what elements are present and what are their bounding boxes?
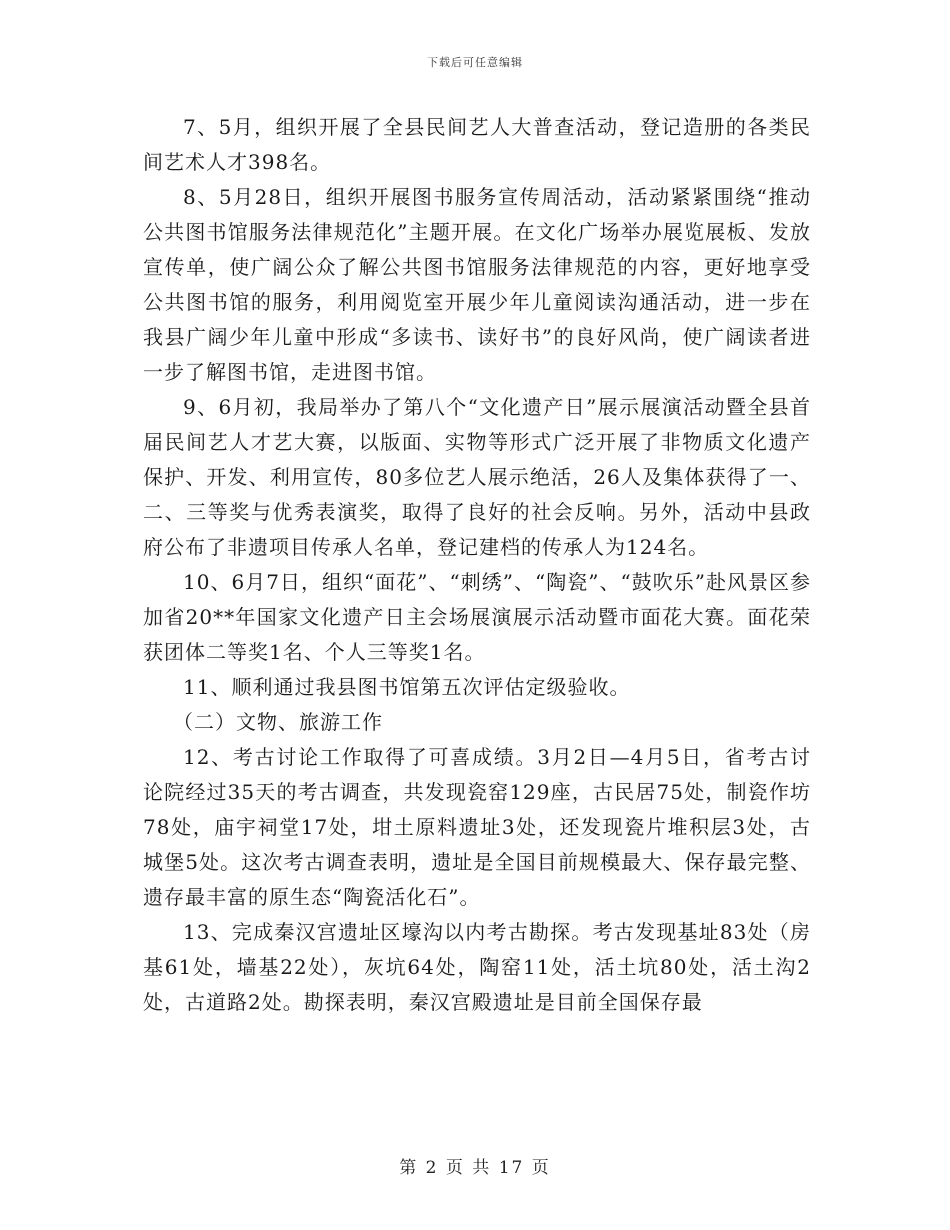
page-number: 第 2 页 共 17 页 — [399, 1158, 551, 1178]
paragraph-item-12: 12、考古讨论工作取得了可喜成绩。3月2日—4月5日，省考古讨论院经过35天的考古调查，共发现瓷窑129座，古民居75处，制瓷作坊78处，庙宇祠堂17处，坩土原料遗址3处，还发现瓷片堆积层3处，古城堡5处。这次考古调查表明，遗址是全国目前规模最大、保存最完整、遗存最丰富的原生态“陶瓷活化石”。 — [143, 745, 811, 909]
section-heading-cultural-relics: （二）文物、旅游工作 — [173, 710, 383, 734]
paragraph-item-8: 8、5月28日，组织开展图书服务宣传周活动，活动紧紧围绕“推动公共图书馆服务法律规范化”主题开展。在文化广场举办展览展板、发放宣传单，使广阔公众了解公共图书馆服务法律规范的内容，更好地享受公共图书馆的服务，利用阅览室开展少年儿童阅读沟通活动，进一步在我县广阔少年儿童中形成“多读书、读好书”的良好风尚，使广阔读者进一步了解图书馆，走进图书馆。 — [143, 185, 811, 384]
document-body — [143, 110, 811, 1020]
header-note: 下载后可任意编辑 — [427, 56, 523, 69]
paragraph-item-11: 11、顺利通过我县图书馆第五次评估定级验收。 — [183, 675, 631, 699]
paragraph-item-9: 9、6月初，我局举办了第八个“文化遗产日”展示展演活动暨全县首届民间艺人才艺大赛，以版面、实物等形式广泛开展了非物质文化遗产保护、开发、利用宣传，80多位艺人展示绝活，26人及集体获得了一、二、三等奖与优秀表演奖，取得了良好的社会反响。另外，活动中县政府公布了非遗项目传承人名单，登记建档的传承人为124名。 — [143, 395, 811, 559]
paragraph-item-10: 10、6月7日，组织“面花”、“刺绣”、“陶瓷”、“鼓吹乐”赴风景区参加省20**年国家文化遗产日主会场展演展示活动暨市面花大赛。面花荣获团体二等奖1名、个人三等奖1名。 — [143, 570, 811, 664]
paragraph-item-7: 7、5月，组织开展了全县民间艺人大普查活动，登记造册的各类民间艺术人才398名。 — [143, 115, 811, 174]
paragraph-item-13: 13、完成秦汉宫遗址区壕沟以内考古勘探。考古发现基址83处（房基61处，墙基22处），灰坑64处，陶窑11处，活土坑80处，活土沟2处，古道路2处。勘探表明，秦汉宫殿遗址是目前全国保存最 — [143, 920, 811, 1014]
